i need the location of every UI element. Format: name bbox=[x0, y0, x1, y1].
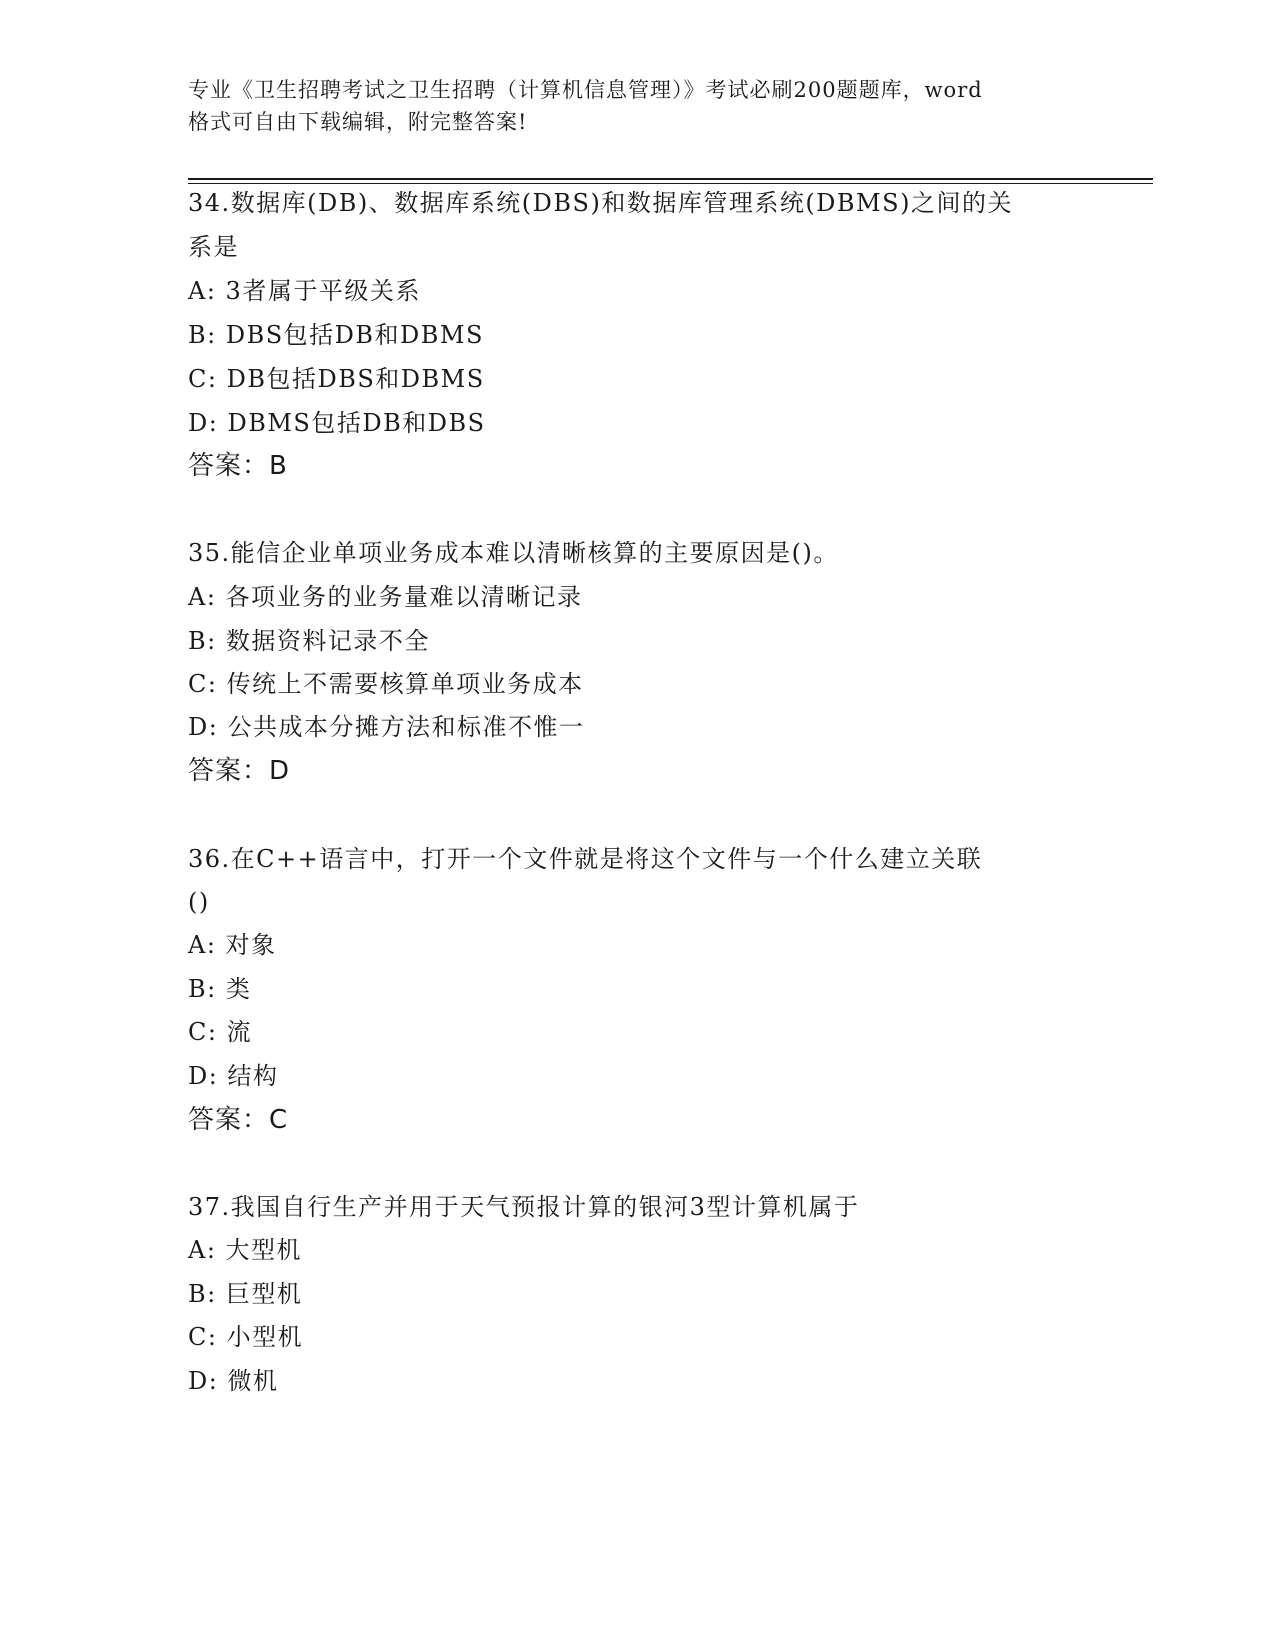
option-d: D: 微机 bbox=[188, 1367, 279, 1395]
question-stem: 系是 bbox=[188, 233, 239, 261]
question-stem: 35.能信企业单项业务成本难以清晰核算的主要原因是()。 bbox=[188, 539, 839, 567]
option-b: B: 巨型机 bbox=[188, 1280, 303, 1308]
option-a: A: 对象 bbox=[188, 931, 277, 959]
option-a: A: 3者属于平级关系 bbox=[188, 277, 421, 305]
answer-label: 答案：D bbox=[188, 756, 291, 786]
option-d: D: DBMS包括DB和DBS bbox=[188, 409, 486, 437]
option-b: B: 数据资料记录不全 bbox=[188, 627, 430, 655]
option-d: D: 结构 bbox=[188, 1062, 279, 1090]
option-c: C: 流 bbox=[188, 1018, 253, 1046]
option-a: A: 各项业务的业务量难以清晰记录 bbox=[188, 583, 583, 611]
document-header bbox=[188, 74, 1108, 138]
option-c: C: 传统上不需要核算单项业务成本 bbox=[188, 670, 584, 698]
answer-label: 答案：C bbox=[188, 1105, 289, 1135]
option-d: D: 公共成本分摊方法和标准不惟一 bbox=[188, 713, 585, 741]
header-line: 专业《卫生招聘考试之卫生招聘（计算机信息管理）》考试必刷200题题库，word bbox=[188, 78, 983, 102]
option-c: C: 小型机 bbox=[188, 1323, 304, 1351]
question-stem: 34.数据库(DB)、数据库系统(DBS)和数据库管理系统(DBMS)之间的关 bbox=[188, 189, 1013, 217]
option-c: C: DB包括DBS和DBMS bbox=[188, 365, 485, 393]
question-stem: () bbox=[188, 888, 210, 916]
question-stem: 36.在C++语言中，打开一个文件就是将这个文件与一个什么建立关联 bbox=[188, 845, 983, 873]
answer-label: 答案：B bbox=[188, 451, 288, 481]
question-stem: 37.我国自行生产并用于天气预报计算的银河3型计算机属于 bbox=[188, 1193, 860, 1221]
option-a: A: 大型机 bbox=[188, 1236, 303, 1264]
header-line: 格式可自由下载编辑，附完整答案! bbox=[188, 110, 528, 134]
option-b: B: 类 bbox=[188, 975, 252, 1003]
option-b: B: DBS包括DB和DBMS bbox=[188, 321, 484, 349]
